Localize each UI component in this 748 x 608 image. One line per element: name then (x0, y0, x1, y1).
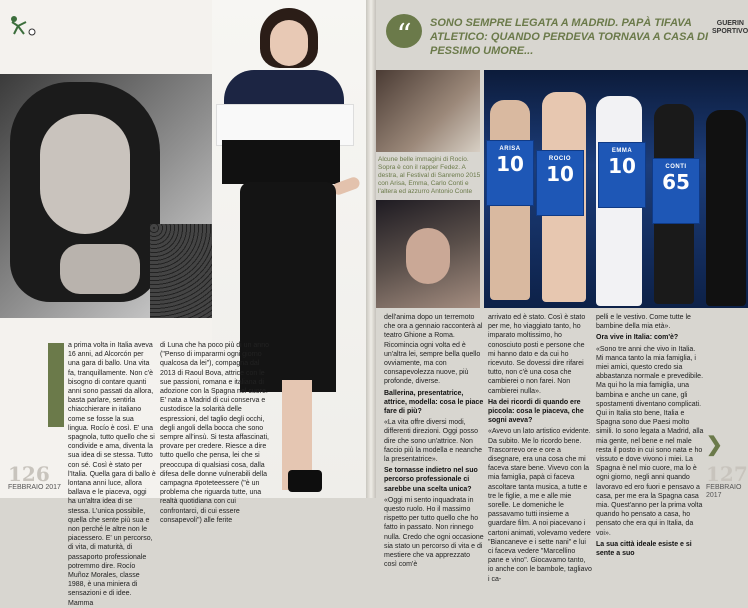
page-gutter (366, 0, 376, 498)
photo-caption: Alcune belle immagini di Rocío. Sopra è con il rapper Fedez. A destra, al Festival di Sanremo 2015 con Arisa, Emma, Carlo Conti e l'altera ed azzurro Antonio Conte (378, 156, 481, 195)
column-b-paragraph: di Luna che ha poco più di un anno ("Penso di impararmi ogni giorno qualcosa da lei"), compagna dal 2013 di Raoul Bova, attrice con le sue passioni, romana e italiana di adozione con la Spagna nel cuore. E' nata a Madrid di cui conserva e custodisce la solarità delle espressioni, del taglio degli occhi, degli angoli della bocca che sono sempre all'insù. Si testa affascinati, provare per credere. Riesce a dire tutto quello che pensa, lei che si preoccupa di qualsiasi cosa, dalla difesa delle donne vulnerabili della campagna #poteteessere ("è un problema che riguarda tutte, una realtà quotidiana con cui confrontarci, di cui essere consapevoli") alle ferite (160, 342, 269, 524)
article-column-d (488, 313, 592, 583)
jersey-arisa: ARISA 10 (486, 140, 534, 206)
column-c-text-1: dell'anima dopo un terremoto che ora a gennaio racconterà al teatro Ghione a Roma. Ricomincia ogni volta ed è un'altra lei, sempre bella quello ovviamente, ma con consapevolezza nuove, più profonde, diverse. (384, 314, 483, 386)
portrait-photo (0, 74, 212, 318)
headline: SONO SEMPRE LEGATA A MADRID. PAPÀ TIFAVA ATLETICO: QUANDO PERDEVA TORNAVA A CASA DI PESSIMO UMORE... (430, 17, 709, 57)
column-d-text-1: arrivato ed è stato. Così è stato per me, ho viaggiato tanto, ho imparato moltissimo, ho conosciuto posti e persone che mi hanno dato e da cui ho ricevuto. Se dovessi dire rifarei tutto, non c'è una cosa che cambierei o non farei. Non cambierei nulla». (488, 314, 586, 395)
quote-mark-icon: “ (386, 14, 422, 48)
article-column-c (384, 313, 484, 569)
soccer-player-logo-icon (4, 14, 38, 36)
column-e-question-2: La sua città ideale esiste e si sente a suo (596, 540, 692, 558)
closeup-photo (376, 200, 480, 308)
article-column-b (160, 341, 272, 524)
jersey-conti: CONTI 65 (652, 158, 700, 224)
column-c-text-2: «La vita offre diversi modi, differenti direzioni. Oggi posso dire che sono un'attrice. Non faccio più la modella e neanche la presentatrice». (384, 419, 483, 464)
page-number-left: 126 FEBBRAIO 2017 (8, 462, 61, 491)
column-e-text-1: pelli e le vestivo. Come tutte le bambine della mia età». (596, 314, 691, 331)
column-e-question-1: Ora vive in Italia: com'è? (596, 334, 679, 342)
column-a-paragraph: a prima volta in Italia aveva 16 anni, ad Alcorcón per una gara di ballo. Una vita fa, tranquillamente. Non c'è bisogno di contare quanti anni sono passati da allora, basta parlare, sentirla chiacchierare in italiano come se fosse la sua lingua. Rocío è così. E' una spagnola, tutto quello che si condivide e ama, diventa la sua idea di se stessa. Tutto con sé. Così è stato per l'Italia. Quella gara di ballo è lontana anni luce, allora ballava e le piaceva, oggi ha un'altra idea di se stessa. L'unica possibile, quella che sente più sua e non perché le altre non le piacessero. E' un percorso, di vita, di maturità, di passaporto professionale potremmo dire. Rocío Muñoz Morales, classe 1988, è una miniera di sensazioni e di idee. Mamma (68, 342, 156, 607)
sanremo-stage-photo (484, 70, 748, 308)
article-column-a (68, 341, 156, 607)
column-c-question-1: Ballerina, presentatrice, attrice, modella: cosa le piace fare di più? (384, 389, 484, 416)
jersey-rocio: ROCIO 10 (536, 150, 584, 216)
column-d-text-2: «Avevo un lato artistico evidente. Da subito. Me lo ricordo bene. Trascorrevo ore e ore a disegnare, era una cosa che mi faceva stare bene. Vivevo con la mia famiglia, papà ci faceva ascoltare tanta musica, a tutte e tre le figlie, a me e alle mie sorelle. Le domeniche le passavamo tutti insieme a guardare film. A noi piacevano i cartoni animati, volevamo vedere "Biancaneve e i sette nani" e lui ci faceva vedere "Marcellino pane e vino". Giocavamo tanto, io anche con le bambole, tagliavo i ca- (488, 428, 592, 583)
column-c-text-3: «Oggi mi sento inquadrata in questo ruolo. Ho il massimo rispetto per tutto quello che ho fatto in passato. Non rinnego nulla. Credo che ogni occasione sia stato un percorso di vita e di mestiere che va apprezzato così com'è (384, 496, 484, 569)
column-c-question-2: Se tornasse indietro nel suo percorso professionale ci sarebbe una scelta unica? (384, 467, 478, 493)
chevron-right-icon: ❯ (706, 434, 723, 456)
drop-cap-bar (48, 343, 64, 427)
column-e-text-2: «Sono tre anni che vivo in Italia. Mi manca tanto la mia famiglia, i miei amici, questo credo sia abbastanza normale e prevedibile. Ma qui ho la mia famiglia, una bambina e anche un cane, gli spostamenti diventano complicati. Qui in Italia sto bene, Italia e Spagna sono due Paesi molto simili. Io sono legata a Madrid, alla mia gente, nel bene e nel male resta il posto in cui sono nata e ho vissuto e dove vivono i miei. La Spagna è nel mio cuore, ma lo è ogni giorno, negli anni quando lavoravo ed ero fuori e pensavo a casa, per me era la Spagna casa mia. Quest'anno per la prima volta quando ho pensato a casa, ho pensato che era qui in Italia, da voi». (596, 345, 704, 537)
column-d-question-1: Ha dei ricordi di quando ere piccola: cosa le piaceva, che sogni aveva? (488, 398, 584, 425)
photo-with-fedez (376, 70, 480, 152)
page-number-right: 127 FEBBRAIO 2017 (706, 462, 748, 499)
brand-logo: GUERIN SPORTIVO (712, 20, 748, 35)
left-page (0, 0, 370, 607)
jersey-emma: EMMA 10 (598, 142, 646, 208)
article-column-e (596, 313, 704, 558)
